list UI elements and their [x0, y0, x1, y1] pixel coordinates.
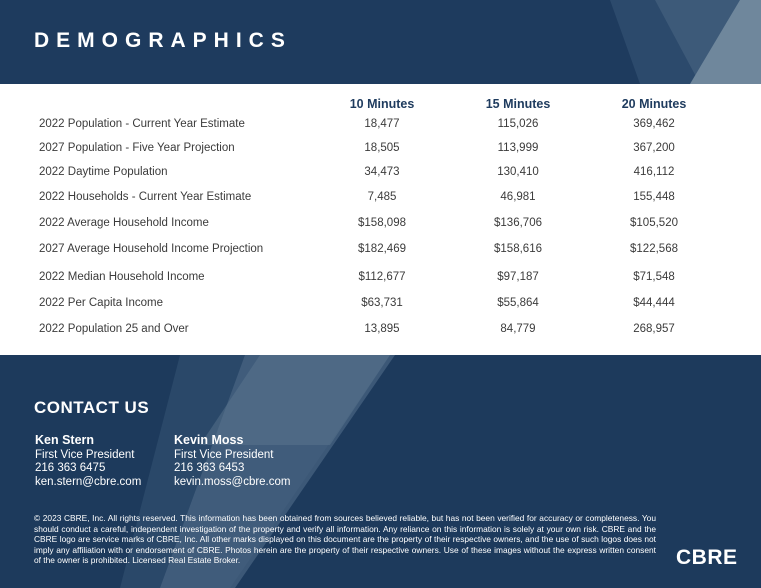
table-cell: 155,448	[633, 191, 675, 203]
table-cell: 113,999	[497, 142, 539, 154]
cbre-logo: CBRE	[676, 546, 738, 569]
contact-phone[interactable]: 216 363 6453	[174, 462, 245, 474]
header-banner	[0, 0, 761, 84]
table-cell: 18,505	[364, 142, 400, 154]
table-cell: $55,864	[497, 297, 539, 309]
table-cell: 84,779	[500, 323, 536, 335]
table-cell: 18,477	[364, 118, 400, 130]
column-header: 10 Minutes	[349, 97, 415, 111]
table-cell: 367,200	[633, 142, 675, 154]
column-header: 15 Minutes	[485, 97, 551, 111]
row-label: 2027 Population - Five Year Projection	[39, 142, 235, 154]
page-title: DEMOGRAPHICS	[34, 29, 292, 52]
contact-card	[35, 434, 141, 489]
contact-name: Ken Stern	[35, 433, 95, 447]
table-cell: $97,187	[497, 271, 539, 283]
legal-disclaimer: © 2023 CBRE, Inc. All rights reserved. This information has been obtained from sources believed reliable, but has not been verified for accuracy or completeness. You should conduct a careful, independent investigation of the property and verify all information. Any reliance on this information is solely at your own risk. CBRE and the CBRE logo are service marks of CBRE, Inc. All other marks displayed on this document are the property of their respective owners, and the use of such logos does not imply any affiliation with or endorsement of CBRE. Photos herein are the property of their respective owners. Use of these images without the express written consent of the owner is prohibited. Licensed Real Estate Broker.	[34, 513, 656, 566]
row-label: 2022 Households - Current Year Estimate	[39, 191, 252, 203]
row-label: 2022 Median Household Income	[39, 271, 205, 283]
contact-phone[interactable]: 216 363 6475	[35, 462, 106, 474]
table-cell: 268,957	[633, 323, 675, 335]
demographics-table	[0, 84, 761, 355]
table-cell: 369,462	[633, 118, 675, 130]
table-cell: $44,444	[633, 297, 675, 309]
table-cell: 115,026	[497, 118, 539, 130]
contact-role: First Vice President	[35, 448, 135, 461]
table-cell: $105,520	[630, 217, 678, 229]
table-cell: 46,981	[500, 191, 536, 203]
row-label: 2022 Population 25 and Over	[39, 323, 189, 335]
column-header: 20 Minutes	[621, 97, 687, 111]
table-cell: $71,548	[633, 271, 675, 283]
table-cell: $112,677	[358, 271, 406, 283]
contact-role: First Vice President	[174, 448, 274, 461]
contact-email[interactable]: kevin.moss@cbre.com	[174, 475, 291, 488]
table-cell: $158,098	[358, 217, 406, 229]
table-cell: $63,731	[361, 297, 403, 309]
table-cell: 7,485	[367, 191, 397, 203]
table-cell: $182,469	[358, 243, 406, 255]
row-label: 2022 Per Capita Income	[39, 297, 164, 309]
contact-card	[174, 434, 290, 489]
row-label: 2022 Daytime Population	[39, 166, 168, 178]
table-cell: 13,895	[364, 323, 400, 335]
table-cell: $136,706	[494, 217, 542, 229]
contact-name: Kevin Moss	[174, 433, 244, 447]
row-label: 2022 Average Household Income	[39, 217, 209, 229]
table-cell: $158,616	[494, 243, 542, 255]
contact-title: CONTACT US	[34, 398, 150, 417]
row-label: 2027 Average Household Income Projection	[39, 243, 264, 255]
table-cell: 130,410	[497, 166, 539, 178]
footer	[0, 355, 761, 588]
row-label: 2022 Population - Current Year Estimate	[39, 118, 245, 130]
table-cell: 416,112	[633, 166, 675, 178]
contact-email[interactable]: ken.stern@cbre.com	[35, 475, 142, 488]
table-cell: 34,473	[364, 166, 400, 178]
table-cell: $122,568	[630, 243, 678, 255]
